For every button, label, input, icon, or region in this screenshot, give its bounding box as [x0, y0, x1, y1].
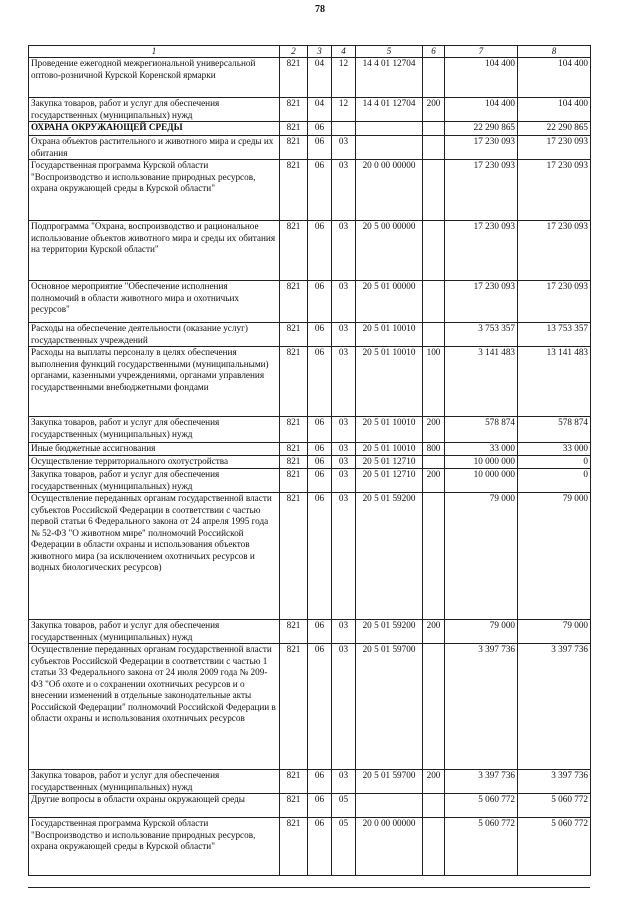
column-header: 1	[29, 46, 280, 58]
table-row	[29, 122, 591, 136]
table-row	[29, 347, 591, 417]
table-row	[29, 493, 591, 620]
row-amount-year-1: 10 000 000	[445, 469, 518, 493]
row-target-article: 14 4 01 12704	[356, 98, 423, 122]
row-ministry-code: 821	[280, 58, 308, 98]
row-section-code: 06	[308, 620, 332, 644]
row-section-code: 06	[308, 323, 332, 347]
row-section-code: 06	[308, 794, 332, 818]
row-expense-type	[423, 456, 445, 469]
row-amount-year-2: 104 400	[518, 58, 591, 98]
row-ministry-code: 821	[280, 122, 308, 136]
row-target-article: 20 0 00 00000	[356, 818, 423, 876]
row-section-code: 04	[308, 58, 332, 98]
row-expense-type	[423, 122, 445, 136]
row-description: Иные бюджетные ассигнования	[29, 443, 280, 456]
row-subsection-code: 12	[332, 98, 356, 122]
row-ministry-code: 821	[280, 620, 308, 644]
row-subsection-code	[332, 122, 356, 136]
row-amount-year-2: 0	[518, 456, 591, 469]
row-description: Расходы на обеспечение деятельности (оказание услуг) государственных учреждений	[29, 323, 280, 347]
row-target-article: 20 5 01 12710	[356, 456, 423, 469]
row-section-code: 06	[308, 417, 332, 443]
row-amount-year-2: 5 060 772	[518, 794, 591, 818]
row-ministry-code: 821	[280, 493, 308, 620]
row-ministry-code: 821	[280, 770, 308, 794]
row-target-article: 20 5 00 00000	[356, 221, 423, 281]
row-amount-year-1: 17 230 093	[445, 221, 518, 281]
row-subsection-code: 03	[332, 323, 356, 347]
column-header: 3	[308, 46, 332, 58]
row-description: Проведение ежегодной межрегиональной универсальной оптово-розничной Курской Коренской ярмарки	[29, 58, 280, 98]
row-amount-year-2: 17 230 093	[518, 221, 591, 281]
row-amount-year-2: 79 000	[518, 493, 591, 620]
row-expense-type	[423, 794, 445, 818]
row-target-article: 20 5 01 10010	[356, 347, 423, 417]
row-amount-year-1: 578 874	[445, 417, 518, 443]
row-subsection-code: 03	[332, 469, 356, 493]
row-description: Другие вопросы в области охраны окружающей среды	[29, 794, 280, 818]
row-target-article: 14 4 01 12704	[356, 58, 423, 98]
row-description: ОХРАНА ОКРУЖАЮЩЕЙ СРЕДЫ	[29, 122, 280, 136]
row-target-article	[356, 122, 423, 136]
row-section-code: 06	[308, 221, 332, 281]
row-ministry-code: 821	[280, 160, 308, 221]
row-section-code: 06	[308, 122, 332, 136]
row-section-code: 06	[308, 493, 332, 620]
row-section-code: 06	[308, 160, 332, 221]
row-expense-type	[423, 160, 445, 221]
table-row	[29, 98, 591, 122]
row-expense-type: 200	[423, 469, 445, 493]
row-subsection-code: 03	[332, 347, 356, 417]
row-subsection-code: 03	[332, 443, 356, 456]
row-amount-year-1: 5 060 772	[445, 794, 518, 818]
row-ministry-code: 821	[280, 644, 308, 770]
row-expense-type	[423, 644, 445, 770]
table-header-row	[29, 46, 591, 58]
row-target-article: 20 5 01 59200	[356, 493, 423, 620]
row-target-article	[356, 794, 423, 818]
row-ministry-code: 821	[280, 469, 308, 493]
row-target-article: 20 5 01 00000	[356, 281, 423, 323]
row-amount-year-2: 104 400	[518, 98, 591, 122]
row-ministry-code: 821	[280, 347, 308, 417]
row-ministry-code: 821	[280, 136, 308, 160]
row-ministry-code: 821	[280, 443, 308, 456]
row-target-article: 20 5 01 10010	[356, 323, 423, 347]
row-expense-type	[423, 493, 445, 620]
row-description: Закупка товаров, работ и услуг для обеспечения государственных (муниципальных) нужд	[29, 417, 280, 443]
row-target-article: 20 5 01 59200	[356, 620, 423, 644]
row-section-code: 06	[308, 469, 332, 493]
row-amount-year-1: 10 000 000	[445, 456, 518, 469]
row-target-article: 20 5 01 59700	[356, 770, 423, 794]
row-expense-type: 200	[423, 770, 445, 794]
table-row	[29, 469, 591, 493]
row-section-code: 06	[308, 443, 332, 456]
row-expense-type: 200	[423, 620, 445, 644]
row-ministry-code: 821	[280, 98, 308, 122]
row-subsection-code: 03	[332, 136, 356, 160]
row-amount-year-2: 3 397 736	[518, 770, 591, 794]
row-ministry-code: 821	[280, 281, 308, 323]
table-row	[29, 443, 591, 456]
row-amount-year-1: 3 753 357	[445, 323, 518, 347]
column-header: 8	[518, 46, 591, 58]
row-expense-type	[423, 58, 445, 98]
row-description: Охрана объектов растительного и животного мира и среды их обитания	[29, 136, 280, 160]
row-subsection-code: 12	[332, 58, 356, 98]
row-target-article	[356, 136, 423, 160]
row-amount-year-2: 33 000	[518, 443, 591, 456]
row-section-code: 06	[308, 136, 332, 160]
row-ministry-code: 821	[280, 456, 308, 469]
row-amount-year-2: 79 000	[518, 620, 591, 644]
row-amount-year-1: 3 397 736	[445, 770, 518, 794]
row-description: Расходы на выплаты персоналу в целях обеспечения выполнения функций государственными (муниципальными) органами, казенными учреждениями, органами управления государственными внебюджетными фондами	[29, 347, 280, 417]
row-amount-year-2: 17 230 093	[518, 160, 591, 221]
row-amount-year-2: 578 874	[518, 417, 591, 443]
row-expense-type: 200	[423, 417, 445, 443]
row-description: Закупка товаров, работ и услуг для обеспечения государственных (муниципальных) нужд	[29, 469, 280, 493]
row-subsection-code: 03	[332, 456, 356, 469]
row-ministry-code: 821	[280, 221, 308, 281]
column-header: 2	[280, 46, 308, 58]
row-amount-year-1: 3 397 736	[445, 644, 518, 770]
row-section-code: 06	[308, 456, 332, 469]
row-amount-year-1: 104 400	[445, 98, 518, 122]
row-amount-year-1: 79 000	[445, 620, 518, 644]
row-subsection-code: 03	[332, 493, 356, 620]
column-header: 7	[445, 46, 518, 58]
row-subsection-code: 03	[332, 417, 356, 443]
table-row	[29, 136, 591, 160]
row-amount-year-1: 17 230 093	[445, 136, 518, 160]
row-ministry-code: 821	[280, 794, 308, 818]
row-description: Осуществление переданных органам государственной власти субъектов Российской Федерации в соответствии с частью первой статьи 6 Федерального закона от 24 апреля 1995 года № 52-ФЗ "О животном мире" полномочий Российской Федерации в области охраны и использования объектов животного мира (за исключением охотничьих ресурсов и водных биологических ресурсов)	[29, 493, 280, 620]
row-target-article: 20 5 01 10010	[356, 417, 423, 443]
row-amount-year-2: 13 753 357	[518, 323, 591, 347]
row-subsection-code: 03	[332, 770, 356, 794]
row-section-code: 06	[308, 644, 332, 770]
row-amount-year-1: 3 141 483	[445, 347, 518, 417]
table-row	[29, 644, 591, 770]
page-bottom-rule	[28, 887, 590, 888]
row-ministry-code: 821	[280, 417, 308, 443]
row-expense-type	[423, 221, 445, 281]
row-amount-year-1: 79 000	[445, 493, 518, 620]
column-header: 6	[423, 46, 445, 58]
table-row	[29, 160, 591, 221]
row-description: Закупка товаров, работ и услуг для обеспечения государственных (муниципальных) нужд	[29, 770, 280, 794]
row-expense-type	[423, 281, 445, 323]
row-subsection-code: 03	[332, 281, 356, 323]
row-description: Подпрограмма "Охрана, воспроизводство и рациональное использование объектов животного мира и среды их обитания на территории Курской области"	[29, 221, 280, 281]
row-subsection-code: 03	[332, 160, 356, 221]
row-subsection-code: 03	[332, 221, 356, 281]
table-row	[29, 281, 591, 323]
table-row	[29, 323, 591, 347]
row-target-article: 20 5 01 10010	[356, 443, 423, 456]
table-row	[29, 221, 591, 281]
row-description: Основное мероприятие "Обеспечение исполнения полномочий в области животного мира и охотничьих ресурсов"	[29, 281, 280, 323]
row-expense-type	[423, 136, 445, 160]
row-section-code: 06	[308, 818, 332, 876]
row-section-code: 06	[308, 281, 332, 323]
table-row	[29, 770, 591, 794]
row-amount-year-1: 33 000	[445, 443, 518, 456]
row-amount-year-2: 5 060 772	[518, 818, 591, 876]
row-amount-year-2: 22 290 865	[518, 122, 591, 136]
row-description: Закупка товаров, работ и услуг для обеспечения государственных (муниципальных) нужд	[29, 620, 280, 644]
row-amount-year-1: 17 230 093	[445, 160, 518, 221]
row-ministry-code: 821	[280, 818, 308, 876]
row-target-article: 20 5 01 12710	[356, 469, 423, 493]
table-row	[29, 417, 591, 443]
row-amount-year-2: 0	[518, 469, 591, 493]
table-row	[29, 620, 591, 644]
row-expense-type	[423, 818, 445, 876]
row-description: Государственная программа Курской области "Воспроизводство и использование природных ресурсов, охрана окружающей среды в Курской области"	[29, 160, 280, 221]
row-section-code: 06	[308, 347, 332, 417]
row-amount-year-1: 22 290 865	[445, 122, 518, 136]
row-description: Закупка товаров, работ и услуг для обеспечения государственных (муниципальных) нужд	[29, 98, 280, 122]
budget-table	[28, 45, 591, 876]
row-amount-year-2: 17 230 093	[518, 136, 591, 160]
row-subsection-code: 05	[332, 818, 356, 876]
row-amount-year-1: 17 230 093	[445, 281, 518, 323]
row-amount-year-1: 5 060 772	[445, 818, 518, 876]
table-row	[29, 794, 591, 818]
table-row	[29, 818, 591, 876]
row-section-code: 06	[308, 770, 332, 794]
column-header: 5	[356, 46, 423, 58]
row-ministry-code: 821	[280, 323, 308, 347]
row-target-article: 20 0 00 00000	[356, 160, 423, 221]
row-section-code: 04	[308, 98, 332, 122]
page-number: 78	[315, 4, 325, 15]
row-description: Осуществление территориального охотустройства	[29, 456, 280, 469]
row-expense-type: 200	[423, 98, 445, 122]
row-subsection-code: 03	[332, 620, 356, 644]
row-target-article: 20 5 01 59700	[356, 644, 423, 770]
row-subsection-code: 03	[332, 644, 356, 770]
table-row	[29, 456, 591, 469]
row-description: Осуществление переданных органам государственной власти субъектов Российской Федерации в соответствии с частью 1 статьи 33 Федерального закона от 24 июля 2009 года № 209-ФЗ "Об охоте и о сохранении охотничьих ресурсов и о внесении изменений в отдельные законодательные акты Российской Федерации" полномочий Российской Федерации в области охраны и использования охотничьих ресурсов	[29, 644, 280, 770]
row-expense-type: 100	[423, 347, 445, 417]
row-amount-year-2: 3 397 736	[518, 644, 591, 770]
row-amount-year-2: 17 230 093	[518, 281, 591, 323]
column-header: 4	[332, 46, 356, 58]
table-row	[29, 58, 591, 98]
row-amount-year-2: 13 141 483	[518, 347, 591, 417]
row-expense-type	[423, 323, 445, 347]
row-amount-year-1: 104 400	[445, 58, 518, 98]
row-description: Государственная программа Курской области "Воспроизводство и использование природных ресурсов, охрана окружающей среды в Курской области"	[29, 818, 280, 876]
row-expense-type: 800	[423, 443, 445, 456]
row-subsection-code: 05	[332, 794, 356, 818]
